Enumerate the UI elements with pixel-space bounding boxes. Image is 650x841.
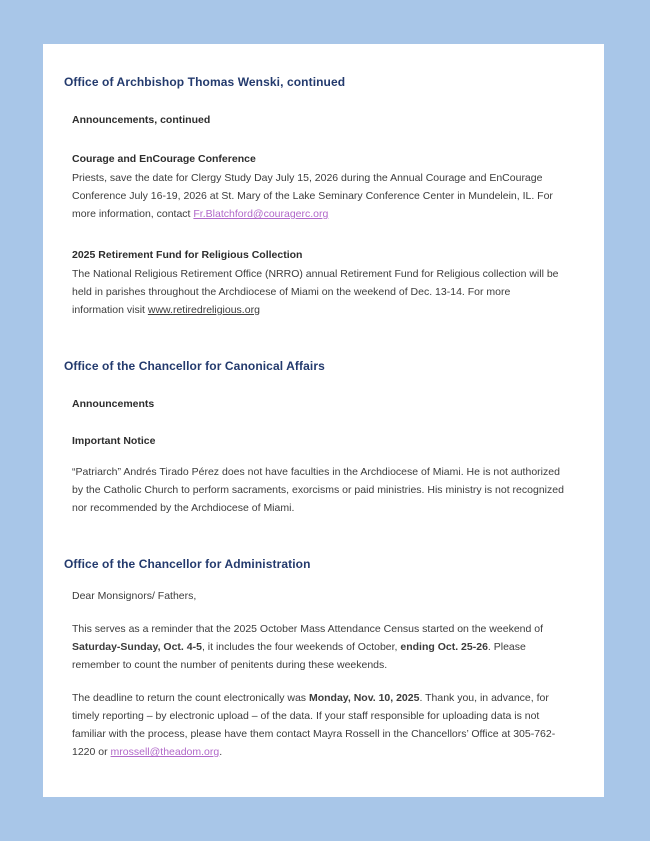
item-title: Courage and EnCourage Conference [72,153,256,165]
paragraph [72,689,564,761]
email-link[interactable]: mrossell@theadom.org [110,746,220,758]
item-title: 2025 Retirement Fund for Religious Collection [72,249,303,261]
text-run: Dear Monsignors/ Fathers, [72,590,197,602]
text-run: . Thank you, in advance, for timely reporting – by electronic upload – of the data. If your staff responsible for uploading data is not familiar with the process, please have them contact Mayra Rossell in the Chancellors’ Office at 305-762-1220 or [72,692,556,758]
document-card [43,44,604,797]
text-run: . Please remember to count the number of penitents during these weekends. [72,641,526,671]
document-section [64,75,568,319]
text-run: Priests, save the date for Clergy Study Day July 15, 2026 during the Annual Courage and EnCourage Conference July 16-19, 2026 at St. Mary of the Lake Seminary Conference Center in Mundelein, IL. For more information, contact [72,172,553,220]
subheading: Important Notice [72,435,156,447]
text-run: Monday, Nov. 10, 2025 [308,692,420,704]
section-heading: Office of Archbishop Thomas Wenski, continued [64,75,346,89]
paragraph [72,463,564,517]
text-run: ending Oct. 25-26 [400,641,488,653]
section-heading: Office of the Chancellor for Administration [64,557,311,571]
subheading: Announcements, continued [72,114,211,126]
text-run: “Patriarch” Andrés Tirado Pérez does not have faculties in the Archdiocese of Miami. He is not authorized by the Catholic Church to perform sacraments, exorcisms or paid ministries. His ministry is not recognized nor recommended by the Archdiocese of Miami. [72,466,564,514]
text-run: . [219,746,223,758]
text-run: This serves as a reminder that the 2025 October Mass Attendance Census started on the weekend of [72,623,544,635]
text-run: The National Religious Retirement Office (NRRO) annual Retirement Fund for Religious collection will be held in parishes throughout the Archdiocese of Miami on the weekend of Dec. 13-14. For more information visit [72,268,559,316]
paragraph [72,587,564,605]
subheading: Announcements [72,398,155,410]
section-heading: Office of the Chancellor for Canonical Affairs [64,359,325,373]
paragraph [72,620,564,674]
text-run: , it includes the four weekends of October, [201,641,401,653]
website-link[interactable]: www.retiredreligious.org [147,304,260,316]
text-run: Saturday-Sunday, Oct. 4-5 [72,641,202,653]
email-link[interactable]: Fr.Blatchford@couragerc.org [193,208,329,220]
document-section [64,557,568,761]
document-section [64,359,568,517]
text-run: The deadline to return the count electronically was [72,692,309,704]
paragraph [72,169,564,223]
paragraph [72,265,564,319]
